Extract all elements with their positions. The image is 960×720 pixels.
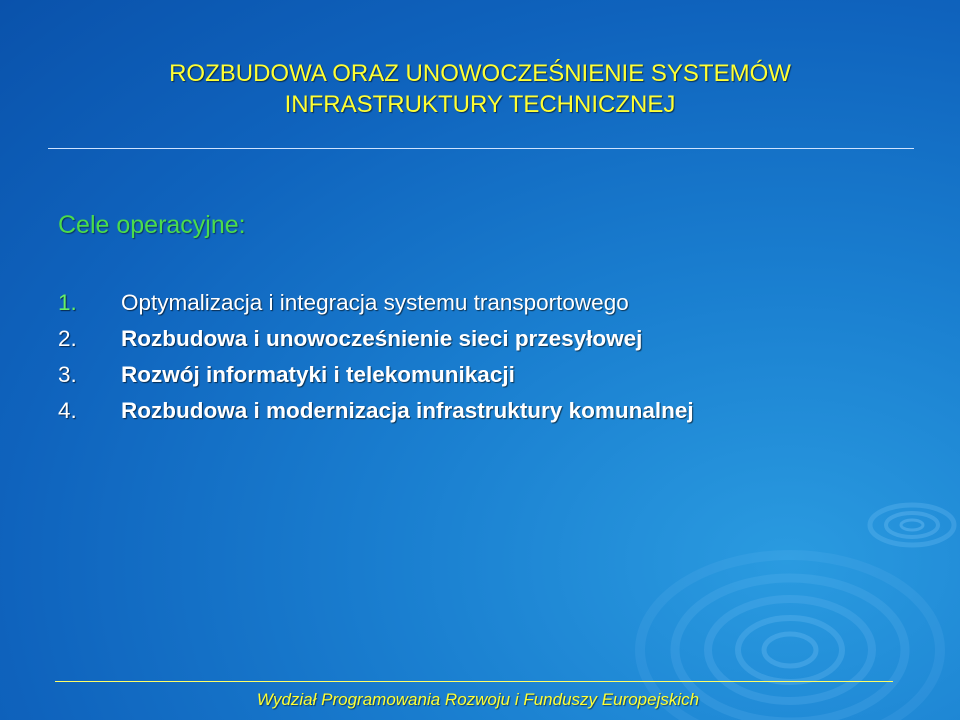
goal-number: 2.: [58, 326, 77, 351]
goal-text: Rozwój informatyki i telekomunikacji: [121, 362, 515, 387]
goal-text: Optymalizacja i integracja systemu transportowego: [121, 290, 629, 315]
title-divider: [48, 148, 914, 149]
section-heading: Cele operacyjne:: [58, 211, 246, 239]
goal-text: Rozbudowa i unowocześnienie sieci przesyłowej: [121, 326, 643, 351]
slide-title: [40, 58, 920, 120]
goal-number: 1.: [58, 290, 77, 315]
title-line-2: INFRASTRUKTURY TECHNICZNEJ: [284, 91, 676, 118]
footer-divider: [55, 681, 893, 682]
goal-number: 4.: [58, 398, 77, 423]
footer-text: Wydział Programowania Rozwoju i Funduszy Europejskich: [256, 690, 700, 709]
goal-number: 3.: [58, 362, 77, 387]
goal-text: Rozbudowa i modernizacja infrastruktury komunalnej: [121, 398, 694, 423]
title-line-1: ROZBUDOWA ORAZ UNOWOCZEŚNIENIE SYSTEMÓW: [169, 60, 791, 87]
